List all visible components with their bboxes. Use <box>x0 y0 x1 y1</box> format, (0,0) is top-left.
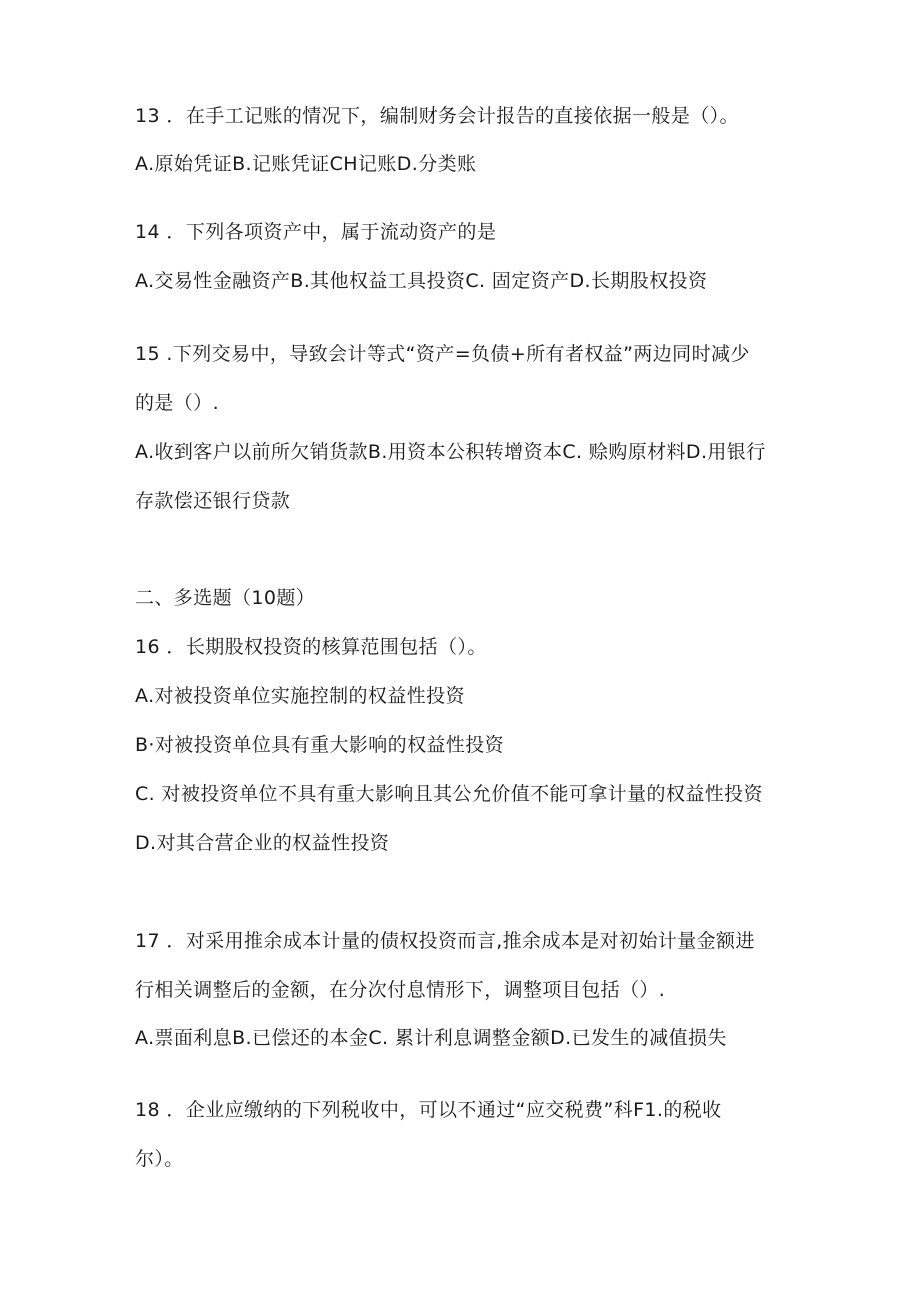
q17-stem-line1: 17 ．对采用推余成本计量的债权投资而言,推余成本是对初始计量金额进 <box>135 930 755 952</box>
q18-stem-line2: 尔）。 <box>135 1148 184 1170</box>
q13-stem: 13 ．在手工记账的情况下，编制财务会计报告的直接依据一般是（）。 <box>135 105 739 127</box>
q14-stem: 14 ．下列各项资产中，属于流动资产的是 <box>135 221 497 243</box>
q14-options: A.交易性金融资产B.其他权益工具投资C. 固定资产D.长期股权投资 <box>135 270 708 292</box>
q16-option-d: D.对其合营企业的权益性投资 <box>135 832 390 854</box>
section-heading: 二、多选题（10题） <box>135 587 316 609</box>
q16-stem: 16 ．长期股权投资的核算范围包括（）。 <box>135 636 487 658</box>
q17-options: A.票面利息B.已偿还的本金C. 累计利息调整金额D.已发生的减值损失 <box>135 1027 727 1049</box>
q15-options-line1: A.收到客户以前所欠销货款B.用资本公积转增资本C. 赊购原材料D.用银行 <box>135 441 766 463</box>
q15-stem-line2: 的是（）. <box>135 392 220 414</box>
q16-option-b: B·对被投资单位具有重大影响的权益性投资 <box>135 734 505 756</box>
q18-stem-line1: 18 ．企业应缴纳的下列税收中，可以不通过“应交税费”科F1.的税收 <box>135 1099 722 1121</box>
q16-option-a: A.对被投资单位实施控制的权益性投资 <box>135 685 465 707</box>
q15-options-line2: 存款偿还银行贷款 <box>135 490 291 512</box>
q17-stem-line2: 行相关调整后的金额，在分次付息情形下，调整项目包括（）. <box>135 979 666 1001</box>
q15-stem-line1: 15 .下列交易中，导致会计等式“资产=负债+所有者权益”两边同时减少 <box>135 343 750 365</box>
q13-options: A.原始凭证B.记账凭证CH记账D.分类账 <box>135 153 477 175</box>
q16-option-c: C. 对被投资单位不具有重大影响且其公允价值不能可拿计量的权益性投资 <box>135 783 763 805</box>
